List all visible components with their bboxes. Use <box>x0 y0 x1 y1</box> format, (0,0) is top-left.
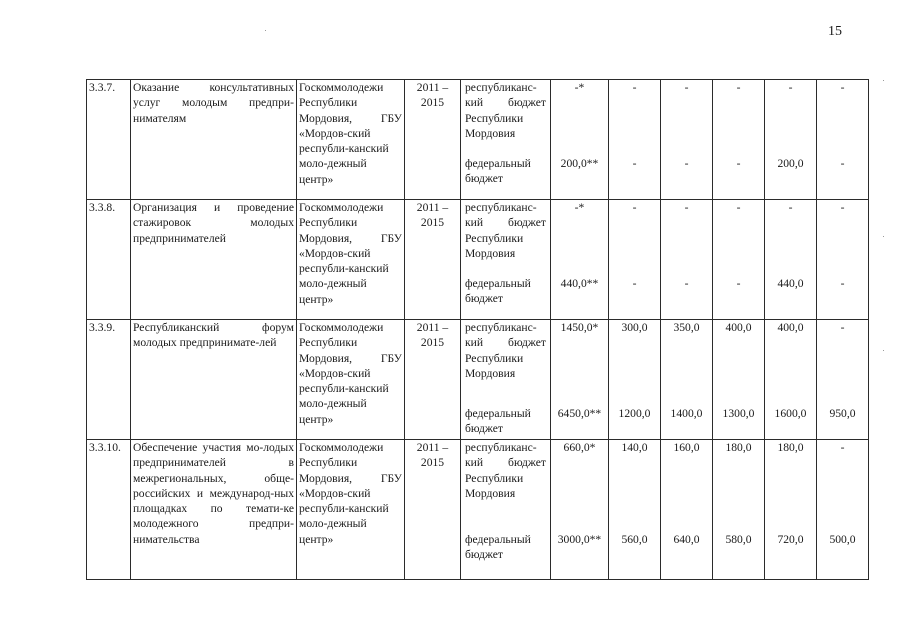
year-2013-cell <box>713 320 765 440</box>
measure-number: 3.3.7. <box>87 80 131 200</box>
regional-budget-2011: - <box>632 201 637 214</box>
federal-budget-total: 440,0** <box>560 277 599 290</box>
measure-period: 2011 – 2015 <box>405 80 461 200</box>
measure-name: Оказание консультативных услуг молодым предпри-нимателям <box>131 80 297 200</box>
year-2014-cell <box>765 200 817 320</box>
regional-budget-total: -* <box>574 81 585 94</box>
federal-budget-2013: - <box>736 157 741 170</box>
measure-executor: Госкоммолодежи Республики Мордовия, ГБУ «Мордов-ский республи-канский моло-дежный центр» <box>297 440 405 580</box>
regional-budget-2015: - <box>840 81 845 94</box>
total-cell <box>551 200 609 320</box>
year-2015-cell <box>817 80 869 200</box>
federal-budget-2015: 500,0 <box>829 533 856 546</box>
table-body <box>87 80 869 580</box>
funding-source-federal: федеральный бюджет <box>465 533 531 562</box>
regional-budget-2011: 140,0 <box>621 441 648 454</box>
year-2011-cell <box>609 200 661 320</box>
federal-budget-2015: - <box>840 277 845 290</box>
measure-name: Организация и проведение стажировок молодых предпринимателей <box>131 200 297 320</box>
federal-budget-2011: 560,0 <box>621 533 648 546</box>
regional-budget-2012: - <box>684 201 689 214</box>
federal-budget-2014: 720,0 <box>777 533 804 546</box>
measure-executor: Госкоммолодежи Республики Мордовия, ГБУ «Мордов-ский республи-канский моло-дежный центр» <box>297 80 405 200</box>
federal-budget-2015: - <box>840 157 845 170</box>
funding-sources-cell <box>461 320 551 440</box>
scan-artifact <box>883 350 884 351</box>
measure-number: 3.3.9. <box>87 320 131 440</box>
regional-budget-2014: 400,0 <box>777 321 804 334</box>
federal-budget-total: 3000,0** <box>557 533 602 546</box>
scan-artifact <box>883 80 884 81</box>
year-2013-cell <box>713 200 765 320</box>
measure-executor: Госкоммолодежи Республики Мордовия, ГБУ «Мордов-ский республи-канский моло-дежный центр» <box>297 320 405 440</box>
table-row <box>87 200 869 320</box>
year-2012-cell <box>661 80 713 200</box>
funding-source-regional: республиканс-кий бюджет Республики Мордовия <box>465 201 546 260</box>
regional-budget-2013: - <box>736 81 741 94</box>
measure-period: 2011 – 2015 <box>405 200 461 320</box>
federal-budget-2014: 1600,0 <box>774 407 807 420</box>
table-row <box>87 320 869 440</box>
funding-source-federal: федеральный бюджет <box>465 407 531 436</box>
federal-budget-2014: 200,0 <box>777 157 804 170</box>
year-2015-cell <box>817 320 869 440</box>
federal-budget-total: 200,0** <box>560 157 599 170</box>
measure-period: 2011 – 2015 <box>405 440 461 580</box>
total-cell <box>551 440 609 580</box>
federal-budget-2011: - <box>632 277 637 290</box>
scan-artifact <box>265 30 266 31</box>
federal-budget-2012: 1400,0 <box>670 407 703 420</box>
program-measures-table <box>86 79 869 580</box>
regional-budget-2015: - <box>840 321 845 334</box>
measure-number: 3.3.8. <box>87 200 131 320</box>
funding-sources-cell <box>461 80 551 200</box>
funding-source-regional: республиканс-кий бюджет Республики Мордовия <box>465 81 546 140</box>
year-2014-cell <box>765 80 817 200</box>
funding-source-regional: республиканс-кий бюджет Республики Мордовия <box>465 321 546 380</box>
regional-budget-2013: 180,0 <box>725 441 752 454</box>
regional-budget-2015: - <box>840 441 845 454</box>
scan-artifact <box>883 236 884 237</box>
funding-sources-cell <box>461 440 551 580</box>
table-row <box>87 80 869 200</box>
regional-budget-2013: 400,0 <box>725 321 752 334</box>
year-2011-cell <box>609 80 661 200</box>
measure-number: 3.3.10. <box>87 440 131 580</box>
regional-budget-2014: - <box>788 81 793 94</box>
regional-budget-2011: - <box>632 81 637 94</box>
regional-budget-total: 660,0* <box>563 441 596 454</box>
regional-budget-total: -* <box>574 201 585 214</box>
year-2012-cell <box>661 440 713 580</box>
funding-source-federal: федеральный бюджет <box>465 157 531 186</box>
table-row <box>87 440 869 580</box>
year-2014-cell <box>765 320 817 440</box>
federal-budget-2014: 440,0 <box>777 277 804 290</box>
federal-budget-2013: - <box>736 277 741 290</box>
year-2012-cell <box>661 320 713 440</box>
regional-budget-2012: 350,0 <box>673 321 700 334</box>
year-2012-cell <box>661 200 713 320</box>
year-2011-cell <box>609 320 661 440</box>
federal-budget-2013: 580,0 <box>725 533 752 546</box>
year-2013-cell <box>713 80 765 200</box>
regional-budget-2011: 300,0 <box>621 321 648 334</box>
year-2015-cell <box>817 440 869 580</box>
page-number: 15 <box>828 24 842 39</box>
federal-budget-2012: - <box>684 277 689 290</box>
funding-sources-cell <box>461 200 551 320</box>
measure-executor: Госкоммолодежи Республики Мордовия, ГБУ «Мордов-ский республи-канский моло-дежный центр» <box>297 200 405 320</box>
regional-budget-2015: - <box>840 201 845 214</box>
federal-budget-2013: 1300,0 <box>722 407 755 420</box>
federal-budget-2015: 950,0 <box>829 407 856 420</box>
federal-budget-2011: - <box>632 157 637 170</box>
regional-budget-2014: - <box>788 201 793 214</box>
year-2013-cell <box>713 440 765 580</box>
federal-budget-total: 6450,0** <box>557 407 602 420</box>
regional-budget-2012: 160,0 <box>673 441 700 454</box>
measure-name: Республиканский форум молодых предпринимате-лей <box>131 320 297 440</box>
funding-source-regional: республиканс-кий бюджет Республики Мордовия <box>465 441 546 500</box>
regional-budget-total: 1450,0* <box>560 321 599 334</box>
regional-budget-2012: - <box>684 81 689 94</box>
federal-budget-2012: 640,0 <box>673 533 700 546</box>
federal-budget-2011: 1200,0 <box>618 407 651 420</box>
year-2015-cell <box>817 200 869 320</box>
year-2011-cell <box>609 440 661 580</box>
total-cell <box>551 320 609 440</box>
measure-name: Обеспечение участия мо-лодых предпринимателей в межрегиональных, обще-российских и международ-ных площадках по темати-ке молодежного предпри-нимательства <box>131 440 297 580</box>
regional-budget-2013: - <box>736 201 741 214</box>
measure-period: 2011 – 2015 <box>405 320 461 440</box>
funding-source-federal: федеральный бюджет <box>465 277 531 306</box>
federal-budget-2012: - <box>684 157 689 170</box>
regional-budget-2014: 180,0 <box>777 441 804 454</box>
year-2014-cell <box>765 440 817 580</box>
total-cell <box>551 80 609 200</box>
